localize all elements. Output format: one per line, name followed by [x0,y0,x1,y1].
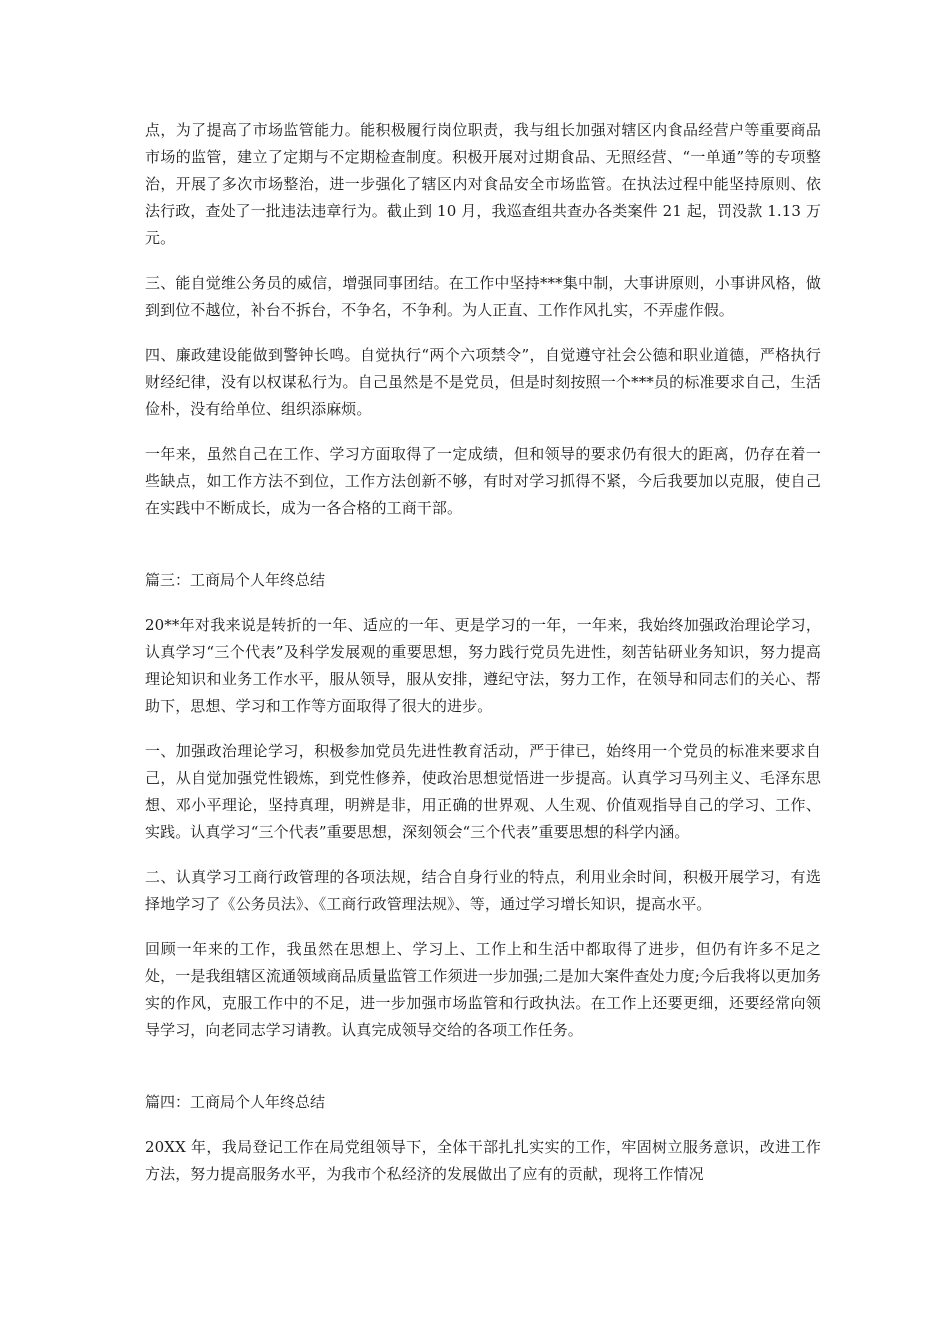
document-page [145,117,821,1188]
paragraph-part4-intro: 20XX 年，我局登记工作在局党组领导下，全体干部扎扎实实的工作，牢固树立服务意识，改进工作方法，努力提高服务水平，为我市个私经济的发展做出了应有的贡献，现将工作情况 [145,1138,821,1183]
paragraph-regulations-study: 二、认真学习工商行政管理的各项法规，结合自身行业的特点，利用业余时间，积极开展学习，有选择地学习了《公务员法》、《工商行政管理法规》、等，通过学习增长知识，提高水平。 [145,868,821,913]
section-heading-part3: 篇三：工商局个人年终总结 [145,571,326,589]
paragraph-shortcomings: 回顾一年来的工作，我虽然在思想上、学习上、工作上和生活中都取得了进步，但仍有许多不足之处，一是我组辖区流通领域商品质量监管工作须进一步加强;二是加大案件查处力度;今后我将以更加务实的作风，克服工作中的不足，进一步加强市场监管和行政执法。在工作上还要更细，还要经常向领导学习，向老同志学习请教。认真完成领导交给的各项工作任务。 [145,940,821,1039]
paragraph-integrity: 四、廉政建设能做到警钟长鸣。自觉执行“两个六项禁令”，自觉遵守社会公德和职业道德，严格执行财经纪律，没有以权谋私行为。自己虽然是不是党员，但是时刻按照一个***员的标准要求自己，生活俭朴，没有给单位、组织添麻烦。 [145,346,821,418]
paragraph-civil-servant: 三、能自觉维公务员的威信，增强同事团结。在工作中坚持***集中制，大事讲原则，小事讲风格，做到到位不越位，补台不拆台，不争名，不争利。为人正直、工作作风扎实，不弄虚作假。 [145,274,821,319]
paragraph-market-supervision: 点，为了提高了市场监管能力。能积极履行岗位职责，我与组长加强对辖区内食品经营户等重要商品市场的监管，建立了定期与不定期检查制度。积极开展对过期食品、无照经营、“一单通”等的专项整治，开展了多次市场整治，进一步强化了辖区内对食品安全市场监管。在执法过程中能坚持原则、依法行政，查处了一批违法违章行为。截止到 10 月，我巡查组共查办各类案件 21 起，罚没款 1.13 万元。 [145,121,821,247]
section-heading-part4: 篇四：工商局个人年终总结 [145,1093,326,1111]
paragraph-political-study: 一、加强政治理论学习，积极参加党员先进性教育活动，严于律已，始终用一个党员的标准来要求自己，从自觉加强党性锻炼，到党性修养，使政治思想觉悟进一步提高。认真学习马列主义、毛泽东思想、邓小平理论，坚持真理，明辨是非，用正确的世界观、人生观、价值观指导自己的学习、工作、实践。认真学习“三个代表”重要思想，深刻领会“三个代表”重要思想的科学内涵。 [145,742,821,841]
paragraph-year-review: 一年来，虽然自己在工作、学习方面取得了一定成绩，但和领导的要求仍有很大的距离，仍存在着一些缺点，如工作方法不到位，工作方法创新不够，有时对学习抓得不紧，今后我要加以克服，使自己在实践中不断成长，成为一各合格的工商干部。 [145,445,821,517]
paragraph-part3-intro: 20**年对我来说是转折的一年、适应的一年、更是学习的一年，一年来，我始终加强政治理论学习，认真学习“三个代表”及科学发展观的重要思想，努力践行党员先进性，刻苦钻研业务知识，努力提高理论知识和业务工作水平，服从领导，服从安排，遵纪守法，努力工作，在领导和同志们的关心、帮助下，思想、学习和工作等方面取得了很大的进步。 [145,616,821,715]
